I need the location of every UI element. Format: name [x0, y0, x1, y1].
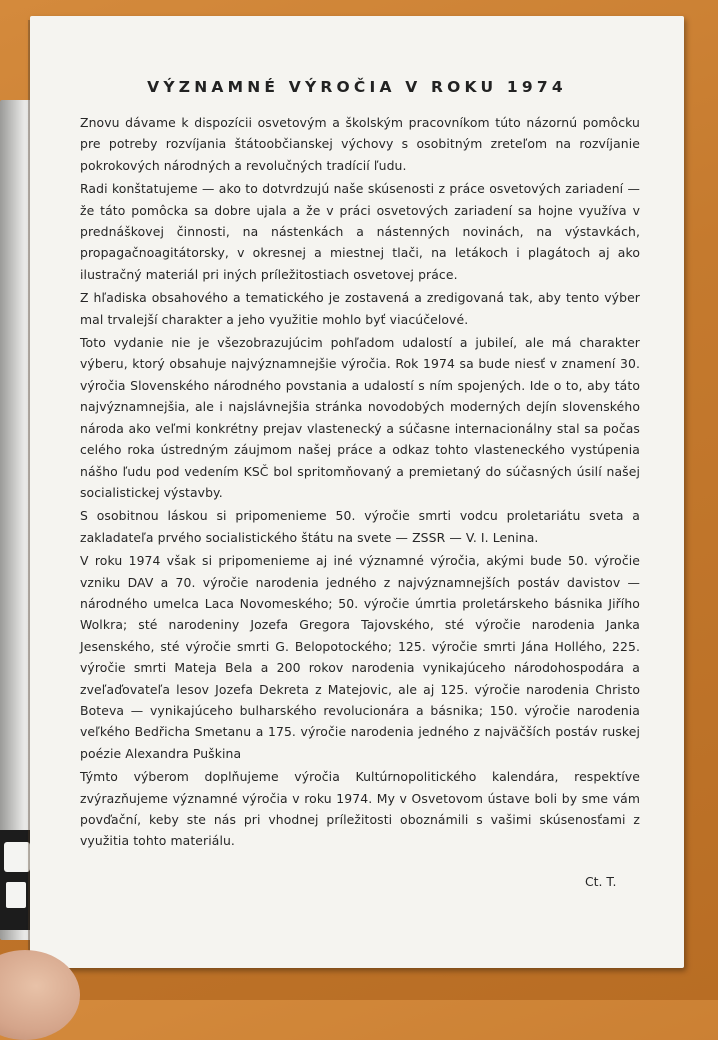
page-title: VÝZNAMNÉ VÝROČIA V ROKU 1974	[147, 78, 567, 96]
document-page	[30, 16, 684, 968]
paragraph-intro: Znovu dávame k dispozícii osvetovým a školským pracovníkom túto názornú pomôcku pre potreby rozvíjania štátoobčianskej výchovy s osobitným zreteľom na rozvíjanie pokrokových národných a revolučných tradícií ľudu.	[80, 115, 640, 173]
underlying-sheet-mark	[4, 842, 30, 872]
paragraph-lenin: S osobitnou láskou si pripomenieme 50. výročie smrti vodcu proletariátu sveta a zakladateľa prvého socialistického štátu na svete — ZSSR — V. I. Lenina.	[80, 508, 640, 545]
paragraph-selection: Toto vydanie nie je všezobrazujúcim pohľadom udalostí a jubileí, ale má charakter výberu, ktorý obsahuje najvýznamnejšie výročia. Rok 1974 sa bude niesť v znamení 30. výročia Slovenského národného povstania a udalostí s ním spojených. Ide o to, aby táto najvýznamnejšia, ale i najslávnejšia stránka novodobých moderných dejín slovenského národa ako veľmi konkrétny prejav vlastenecký a súčasne internacionálny stal sa počas celého roka ústredným záujmom našej práce a odkaz tohto vlasteneckého vystúpenia nášho ľudu pod vedením KSČ bol spritomňovaný a premietaný do súčasných úsilí našej socialistickej výstavby.	[80, 335, 640, 500]
body-text	[80, 112, 640, 852]
paragraph-content: Z hľadiska obsahového a tematického je zostavená a zredigovaná tak, aby tento výber mal trvalejší charakter a jeho využitie mohlo byť viacúčelové.	[80, 290, 640, 327]
paragraph-closing: Týmto výberom doplňujeme výročia Kultúrnopolitického kalendára, respektíve zvýrazňujeme významné výročia v roku 1974. My v Osvetovom ústave boli by sme vám povďační, keby ste nás pri vhodnej príležitosti oboznámili s vašimi skúsenosťami z využitia tohto materiálu.	[80, 769, 640, 849]
paragraph-experience: Radi konštatujeme — ako to dotvrdzujú naše skúsenosti z práce osvetových zariadení — že táto pomôcka sa dobre ujala a že v práci osvetových zariadení sa hojne využíva v prednáškovej činnosti, na nástenkách a nástenných novinách, na výstavkách, propagačnoagitátorsky, v okresnej a miestnej tlači, na letákoch i plagátoch aj ako ilustračný materiál pri iných príležitostiach osvetovej práce.	[80, 181, 640, 282]
paragraph-anniversaries: V roku 1974 však si pripomenieme aj iné významné výročia, akými bude 50. výročie vzniku DAV a 70. výročie narodenia jedného z najvýznamnejších postáv davistov — národného umelca Laca Novomeského; 50. výročie úmrtia proletárskeho básnika Jiřího Wolkra; sté narodeniny Jozefa Gregora Tajovského, sté výročie narodenia Janka Jesenského, sté výročie smrti G. Belopotockého; 125. výročie smrti Jána Hollého, 225. výročie smrti Mateja Bela a 200 rokov narodenia vynikajúceho národohospodára a zveľaďovateľa lesov Jozefa Dekreta z Matejovic, ale aj 125. výročie narodenia Christo Boteva — vynikajúceho bulharského revolucionára a básnika; 150. výročie narodenia veľkého Bedřicha Smetanu a 175. výročie narodenia jedného z najväčších postáv ruskej poézie Alexandra Puškina	[80, 553, 640, 761]
underlying-sheet-mark	[6, 882, 26, 908]
signature: Ct. T.	[585, 874, 617, 889]
